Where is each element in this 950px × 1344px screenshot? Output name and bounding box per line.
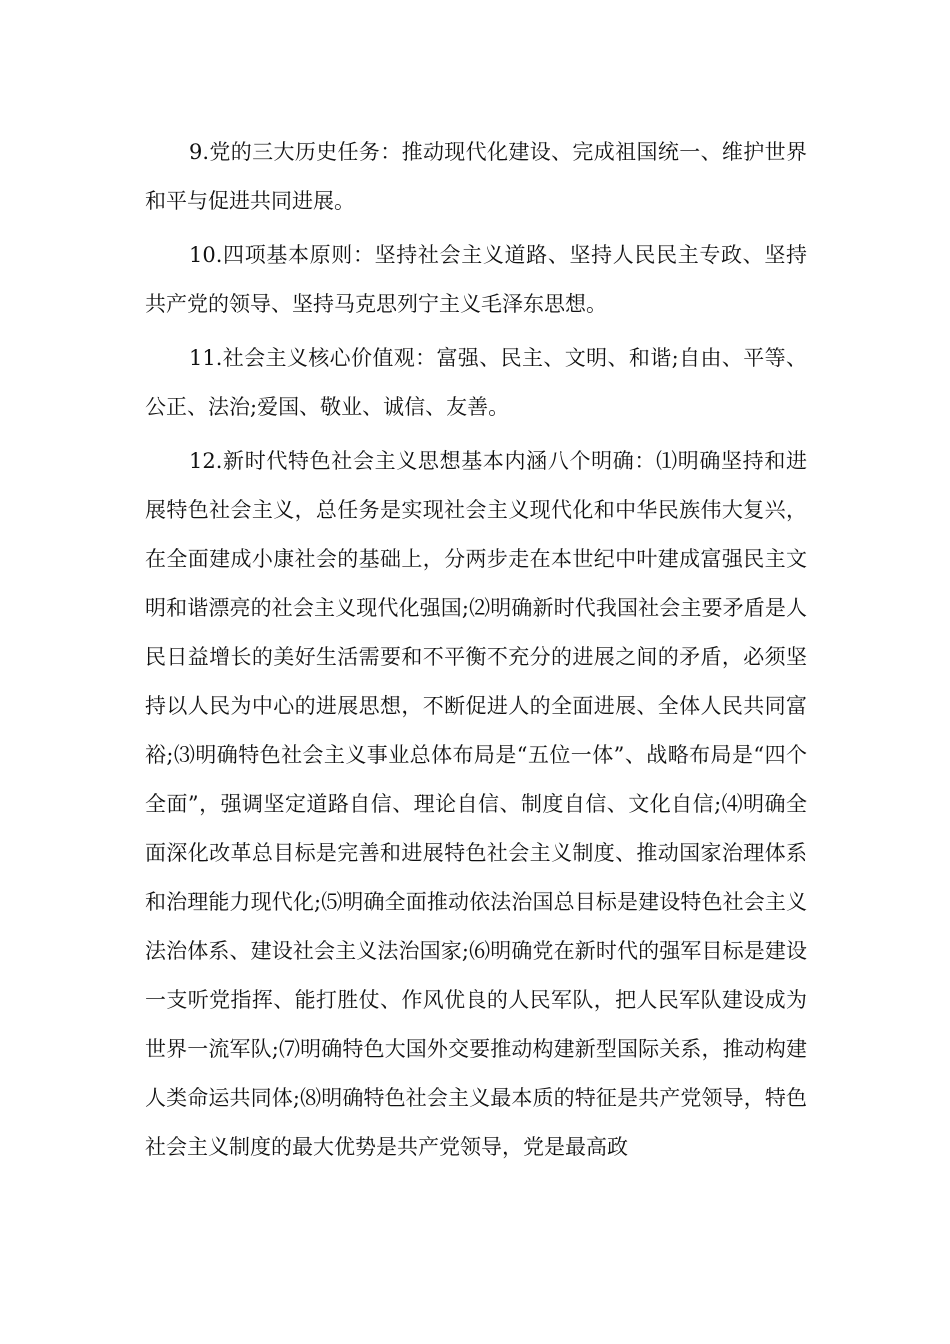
paragraph-10-four-basic-principles: 10.四项基本原则：坚持社会主义道路、坚持人民民主专政、坚持共产党的领导、坚持马克思列宁主义毛泽东思想。	[145, 243, 807, 316]
paragraph-9-three-historic-tasks: 9.党的三大历史任务：推动现代化建设、完成祖国统一、维护世界和平与促进共同进展。	[145, 140, 807, 213]
paragraph-11-core-values: 11.社会主义核心价值观：富强、民主、文明、和谐;自由、平等、公正、法治;爱国、敬业、诚信、友善。	[145, 346, 807, 419]
paragraph-12-eight-clarifications: 12.新时代特色社会主义思想基本内涵八个明确：⑴明确坚持和进展特色社会主义，总任务是实现社会主义现代化和中华民族伟大复兴，在全面建成小康社会的基础上，分两步走在本世纪中叶建成富强民主文明和谐漂亮的社会主义现代化强国;⑵明确新时代我国社会主要矛盾是人民日益增长的美好生活需要和不平衡不充分的进展之间的矛盾，必须坚持以人民为中心的进展思想，不断促进人的全面进展、全体人民共同富裕;⑶明确特色社会主义事业总体布局是“五位一体”、战略布局是“四个全面”，强调坚定道路自信、理论自信、制度自信、文化自信;⑷明确全面深化改革总目标是完善和进展特色社会主义制度、推动国家治理体系和治理能力现代化;⑸明确全面推动依法治国总目标是建设特色社会主义法治体系、建设社会主义法治国家;⑹明确党在新时代的强军目标是建设一支听党指挥、能打胜仗、作风优良的人民军队，把人民军队建设成为世界一流军队;⑺明确特色大国外交要推动构建新型国际关系，推动构建人类命运共同体;⑻明确特色社会主义最本质的特征是共产党领导，特色社会主义制度的最大优势是共产党领导，党是最高政	[145, 449, 807, 1159]
document-body	[145, 128, 807, 1177]
